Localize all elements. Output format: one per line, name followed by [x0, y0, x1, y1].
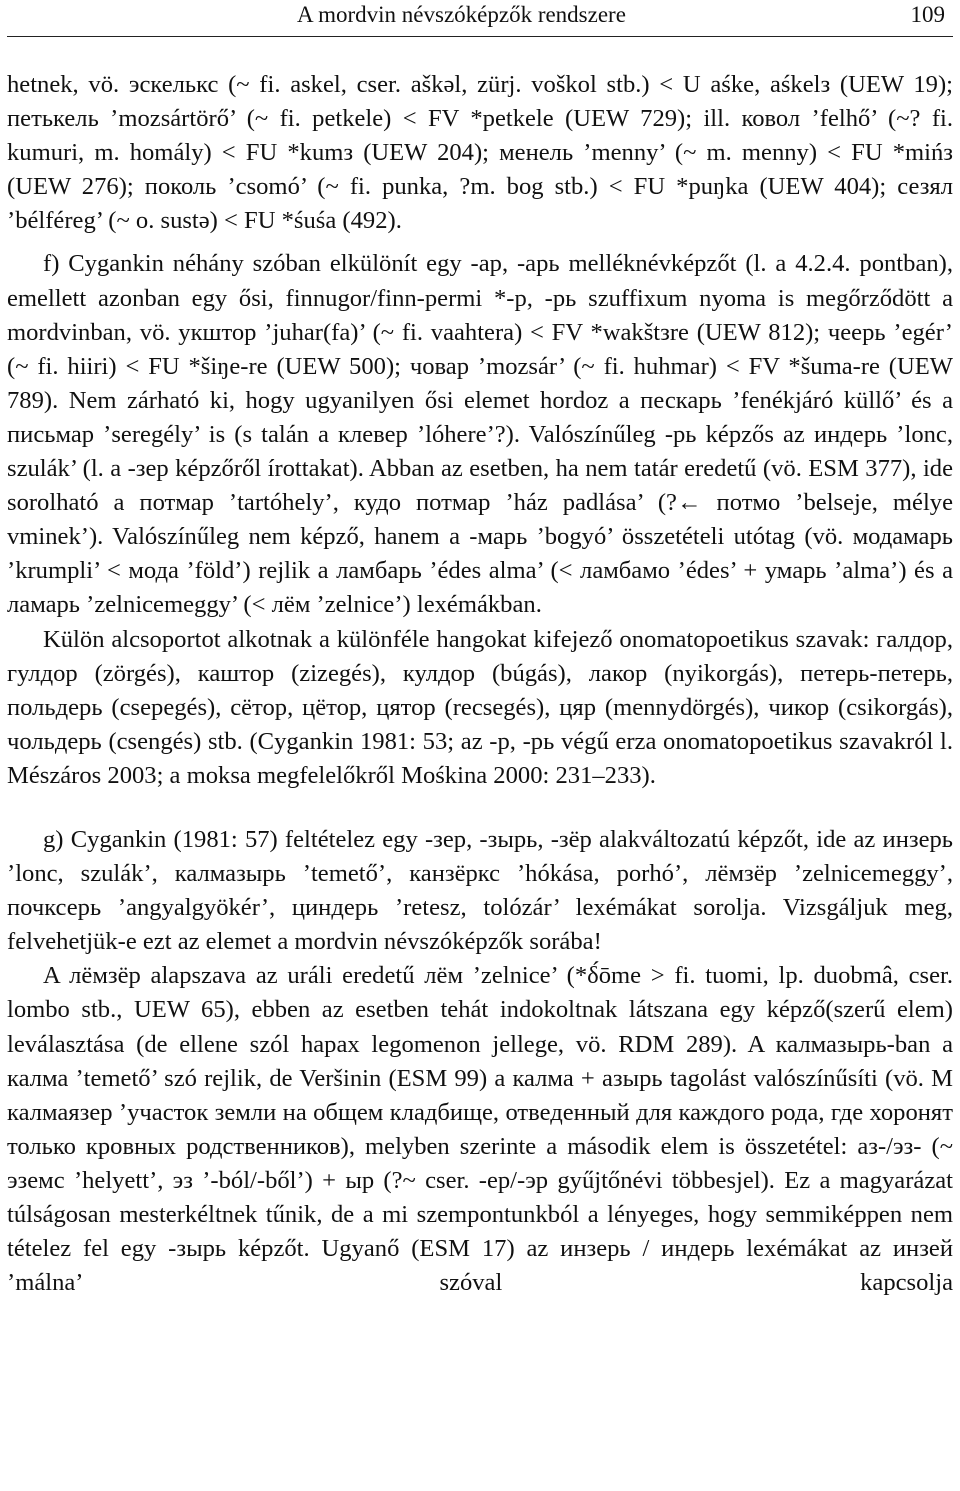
running-title: A mordvin névszóképzők rendszere [297, 2, 626, 27]
paragraph-onomatopoetic: Külön alcsoportot alkotnak a különféle hangokat kifejező onomatopoetikus szavak: галдор, гулдор (zörgés), каштор (zizegés), кулдор (búgás), лакор (nyikorgás), петерь-петерь, польдерь (csepegés), сётор, цётор, цятор (recsegés), цяр (mennydörgés), чикор (csikorgás), чольдерь (csengés) stb. (Cygankin 1981: 53; az -р, -рь végű erza onomatopoetikus szavakról l. Mészáros 2003; a moksa megfelelőkről Mośkina 2000: 231–233). [7, 625, 953, 789]
paragraph-g: g) Cygankin (1981: 57) feltételez egy -зер, -зырь, -зёр alakváltozatú képzőt, ide az инзерь ’lonc, szulák’, калмазырь ’temető’, канзёркс ’hókása, porhó’, лёмзёр ’zelnicemeggy’, почксерь ’angyalgyökér’, циндерь ’retesz, tolózár’ lexémákat sorolja. Vizsgáljuk meg, felvehetjük-e ezt az elemet a mordvin névszóképzők sorába! [7, 825, 953, 956]
page-number: 109 [910, 2, 945, 27]
running-header [7, 0, 953, 37]
body-text [7, 68, 953, 1300]
paragraph-f: f) Cygankin néhány szóban elkülönít egy -ар, -арь melléknévképzőt (l. a 4.2.4. pontban), emellett azonban egy ősi, finnugor/finn-permi *-р, -рь szuffixum nyoma is megőrződött a mordvinban, vö. укштор ’juhar(fa)’ (~ fi. vaahtera) < FV *wakštзre (UEW 812); чеерь ’egér’ (~ fi. hiiri) < FU *šiŋe-re (UEW 500); човар ’mozsár’ (~ fi. huhmar) < FV *šuma-re (UEW 789). Nem zárható ki, hogy ugyanilyen ősi elemet hordoz a пескарь ’fenékjáró küllő’ és a письмар ’seregély’ is (s talán a клевер ’lóhere’?). Valószínűleg -рь képzős az индерь ’lonc, szulák’ (l. a -зер képzőről írottakat). Abban az esetben, ha nem tatár eredetű (vö. ESM 377), ide sorolható a потмар ’tartóhely’, кудо потмар ’ház padlása’ (?← потмо ’belseje, mélye vminek’). Valószínűleg nem képző, hanem a -марь ’bogyó’ összetételi utótag (vö. модамарь ’krumpli’ < мода ’föld’) rejlik a ламбарь ’édes alma’ (< ламбамо ’édes’ + умарь ’alma’) és a ламарь ’zelnicemeggy’ (< лём ’zelnice’) lexémákban. [7, 250, 953, 619]
document-page [7, 0, 953, 1297]
paragraph-continuation: hetnek, vö. эскелькс (~ fi. askel, cser. aškəl, zürj. voškol stb.) < U aśke, aśkelз (UEW 19); петькель ’mozsártörő’ (~ fi. petkele) < FV *petkele (UEW 729); ill. ковол ’felhő’ (~? fi. kumuri, m. homály) < FU *kumз (UEW 204); менель ’menny’ (~ m. menny) < FU *mińз (UEW 276); поколь ’csomó’ (~ fi. punka, ?m. bog stb.) < FU *puŋka (UEW 404); сезял ’bélféreg’ (~ o. sustə) < FU *śuśa (492). [7, 71, 953, 235]
paragraph-lemzer: A лёмзёр alapszava az uráli eredetű лём ’zelnice’ (*δ́ōme > fi. tuomi, lp. duobmâ, cser. lombo stb., UEW 65), ebben az esetben tehát indokoltnak látszana egy képző(szerű elem) leválasztása (de ellene szól hapax legomenon jellege, vö. RDM 289). A калмазырь-ban a калма ’temető’ szó rejlik, de Veršinin (ESM 99) a калма + азырь tagolást valószínűsíti (vö. M калмаязер ’участок земли на общем кладбище, отведенный для каждого рода, где хоронят только кровных родственников), melyben szerinte a második elem is összetétel: аз-/эз- (~ эземс ’helyett’, эз ’-ból/-ből’) + ыр (?~ cser. -ер/-эр gyűjtőnévi többesjel). Ez a magyarázat túlságosan mesterkéltnek tűnik, de a mi szempontunkból a lényeges, hogy semmiképpen nem tételez fel egy -зырь képzőt. Ugyanő (ESM 17) az инзерь / индерь lexémákat az инзей ’málna’ szóval kapcsolja [7, 962, 953, 1297]
